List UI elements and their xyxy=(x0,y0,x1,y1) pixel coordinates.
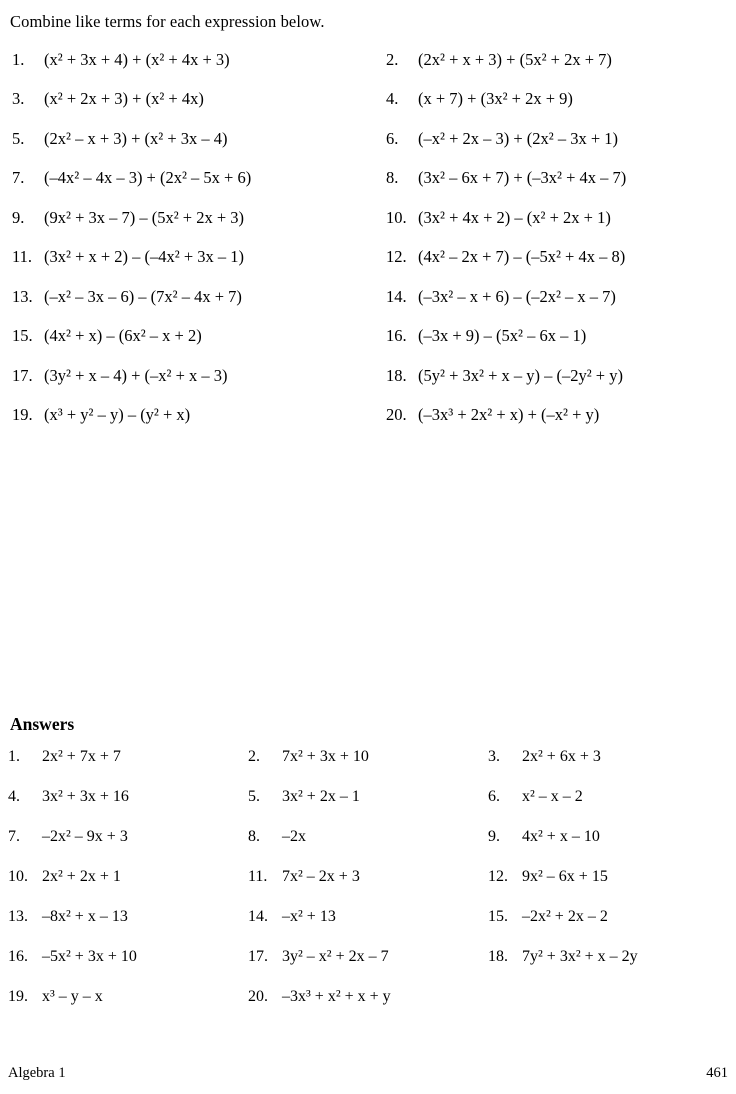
answer-expression: 2x² + 7x + 7 xyxy=(42,748,121,765)
problem-number: 20. xyxy=(386,405,407,425)
problem-number: 7. xyxy=(12,168,25,188)
answer-row xyxy=(8,868,728,886)
problem-number: 1. xyxy=(12,49,25,69)
answer-row xyxy=(8,828,728,846)
answer-item xyxy=(488,908,728,926)
problem-item xyxy=(8,89,382,109)
answers-heading: Answers xyxy=(10,714,75,734)
problem-number: 3. xyxy=(12,89,25,109)
answer-number: 1. xyxy=(8,748,20,765)
problem-expression: (–3x³ + 2x² + x) + (–x² + y) xyxy=(418,405,600,425)
answer-number: 13. xyxy=(8,908,28,925)
answer-row xyxy=(8,788,728,806)
problem-item xyxy=(382,168,726,188)
answer-number: 7. xyxy=(8,828,20,845)
answer-expression: 7x² – 2x + 3 xyxy=(282,868,360,885)
answer-item xyxy=(248,868,488,886)
answer-number: 18. xyxy=(488,948,508,965)
problem-expression: (3x² – 6x + 7) + (–3x² + 4x – 7) xyxy=(418,168,627,188)
problem-item xyxy=(8,326,382,346)
answer-item xyxy=(8,868,248,886)
footer-book-title: Algebra 1 xyxy=(8,1065,66,1081)
answer-number: 14. xyxy=(248,908,268,925)
answer-number: 11. xyxy=(248,868,268,885)
answer-item xyxy=(248,828,488,846)
problem-expression: (–4x² – 4x – 3) + (2x² – 5x + 6) xyxy=(44,168,252,188)
problem-number: 6. xyxy=(386,128,399,148)
problem-row xyxy=(8,89,728,109)
answer-expression: x² – x – 2 xyxy=(522,788,583,805)
answer-number: 2. xyxy=(248,748,260,765)
answer-number: 5. xyxy=(248,788,260,805)
problem-item xyxy=(8,287,382,307)
problem-expression: (x² + 2x + 3) + (x² + 4x) xyxy=(44,89,204,109)
answer-expression: 3x² + 3x + 16 xyxy=(42,788,129,805)
problem-expression: (3x² + x + 2) – (–4x² + 3x – 1) xyxy=(44,247,245,267)
problem-number: 9. xyxy=(12,207,25,227)
problem-expression: (x + 7) + (3x² + 2x + 9) xyxy=(418,89,573,109)
problem-item xyxy=(382,129,726,149)
answer-item xyxy=(488,828,728,846)
problem-number: 13. xyxy=(12,286,33,306)
problem-number: 2. xyxy=(386,49,399,69)
problem-item xyxy=(382,405,726,425)
answer-expression: 7y² + 3x² + x – 2y xyxy=(522,948,638,965)
problem-expression: (3x² + 4x + 2) – (x² + 2x + 1) xyxy=(418,207,611,227)
answer-expression: –8x² + x – 13 xyxy=(42,908,128,925)
problem-item xyxy=(382,287,726,307)
problem-number: 11. xyxy=(12,247,33,267)
answer-expression: 3x² + 2x – 1 xyxy=(282,788,360,805)
answer-number: 20. xyxy=(248,988,268,1005)
problem-number: 12. xyxy=(386,247,407,267)
problem-row xyxy=(8,287,728,307)
answer-number: 10. xyxy=(8,868,28,885)
answer-item xyxy=(8,948,248,966)
problem-row xyxy=(8,405,728,425)
problem-expression: (2x² + x + 3) + (5x² + 2x + 7) xyxy=(418,49,612,69)
answer-number: 8. xyxy=(248,828,260,845)
answer-number: 16. xyxy=(8,948,28,965)
answer-item xyxy=(488,788,728,806)
problem-number: 17. xyxy=(12,365,33,385)
answer-item xyxy=(248,748,488,766)
answer-item xyxy=(8,828,248,846)
answer-number: 19. xyxy=(8,988,28,1005)
problem-item xyxy=(8,168,382,188)
problem-row xyxy=(8,208,728,228)
problem-row xyxy=(8,366,728,386)
problem-row xyxy=(8,129,728,149)
answer-expression: 2x² + 2x + 1 xyxy=(42,868,121,885)
problem-item xyxy=(382,326,726,346)
answer-item xyxy=(488,868,728,886)
problem-item xyxy=(382,247,726,267)
answer-number: 9. xyxy=(488,828,500,845)
answer-expression: 2x² + 6x + 3 xyxy=(522,748,601,765)
problem-item xyxy=(382,89,726,109)
problem-expression: (–x² – 3x – 6) – (7x² – 4x + 7) xyxy=(44,286,242,306)
problem-row xyxy=(8,50,728,70)
page-footer xyxy=(8,1065,728,1082)
answer-number: 4. xyxy=(8,788,20,805)
problem-expression: (4x² – 2x + 7) – (–5x² + 4x – 8) xyxy=(418,247,626,267)
problem-number: 5. xyxy=(12,128,25,148)
problem-item xyxy=(382,366,726,386)
problem-number: 8. xyxy=(386,168,399,188)
answer-item xyxy=(8,908,248,926)
answer-row xyxy=(8,748,728,766)
problem-item xyxy=(8,208,382,228)
problem-item xyxy=(8,405,382,425)
answer-row xyxy=(8,988,728,1006)
answer-expression: 4x² + x – 10 xyxy=(522,828,600,845)
problem-expression: (–3x + 9) – (5x² – 6x – 1) xyxy=(418,326,587,346)
problem-item xyxy=(382,208,726,228)
answer-expression: –2x² – 9x + 3 xyxy=(42,828,128,845)
answer-item xyxy=(488,748,728,766)
instructions-text: Combine like terms for each expression below. xyxy=(10,12,325,31)
problem-item xyxy=(8,366,382,386)
problem-expression: (4x² + x) – (6x² – x + 2) xyxy=(44,326,202,346)
problem-expression: (9x² + 3x – 7) – (5x² + 2x + 3) xyxy=(44,207,245,227)
answer-expression: –2x² + 2x – 2 xyxy=(522,908,608,925)
answer-list xyxy=(8,748,728,1028)
problem-item xyxy=(8,129,382,149)
problem-number: 18. xyxy=(386,365,407,385)
problem-row xyxy=(8,326,728,346)
problem-item xyxy=(8,50,382,70)
problem-item xyxy=(382,50,726,70)
problem-expression: (x² + 3x + 4) + (x² + 4x + 3) xyxy=(44,49,230,69)
footer-page-number: 461 xyxy=(706,1065,728,1081)
answer-item xyxy=(8,748,248,766)
problem-expression: (x³ + y² – y) – (y² + x) xyxy=(44,405,191,425)
problem-row xyxy=(8,247,728,267)
problem-list xyxy=(8,50,728,426)
problem-item xyxy=(8,247,382,267)
answer-row xyxy=(8,948,728,966)
problem-number: 4. xyxy=(386,89,399,109)
answer-item xyxy=(248,788,488,806)
answer-row xyxy=(8,908,728,926)
problem-number: 14. xyxy=(386,286,407,306)
problem-expression: (–3x² – x + 6) – (–2x² – x – 7) xyxy=(418,286,616,306)
problem-number: 16. xyxy=(386,326,407,346)
answer-number: 15. xyxy=(488,908,508,925)
answer-expression: –5x² + 3x + 10 xyxy=(42,948,137,965)
answer-item xyxy=(248,948,488,966)
answer-number: 3. xyxy=(488,748,500,765)
answer-number: 12. xyxy=(488,868,508,885)
problem-number: 10. xyxy=(386,207,407,227)
answer-expression: 3y² – x² + 2x – 7 xyxy=(282,948,389,965)
answer-item xyxy=(248,988,488,1006)
answer-number: 17. xyxy=(248,948,268,965)
answer-expression: 9x² – 6x + 15 xyxy=(522,868,608,885)
answer-expression: x³ – y – x xyxy=(42,988,103,1005)
answer-number: 6. xyxy=(488,788,500,805)
answer-item xyxy=(248,908,488,926)
answer-expression: –2x xyxy=(282,828,306,845)
problem-expression: (3y² + x – 4) + (–x² + x – 3) xyxy=(44,365,228,385)
problem-number: 19. xyxy=(12,405,33,425)
answer-expression: 7x² + 3x + 10 xyxy=(282,748,369,765)
answer-item-empty xyxy=(488,988,728,1006)
answer-item xyxy=(488,948,728,966)
problem-expression: (2x² – x + 3) + (x² + 3x – 4) xyxy=(44,128,228,148)
answer-expression: –x² + 13 xyxy=(282,908,336,925)
answer-expression: –3x³ + x² + x + y xyxy=(282,988,391,1005)
problem-row xyxy=(8,168,728,188)
problem-number: 15. xyxy=(12,326,33,346)
answer-item xyxy=(8,788,248,806)
problem-expression: (–x² + 2x – 3) + (2x² – 3x + 1) xyxy=(418,128,619,148)
answer-item xyxy=(8,988,248,1006)
problem-expression: (5y² + 3x² + x – y) – (–2y² + y) xyxy=(418,365,623,385)
